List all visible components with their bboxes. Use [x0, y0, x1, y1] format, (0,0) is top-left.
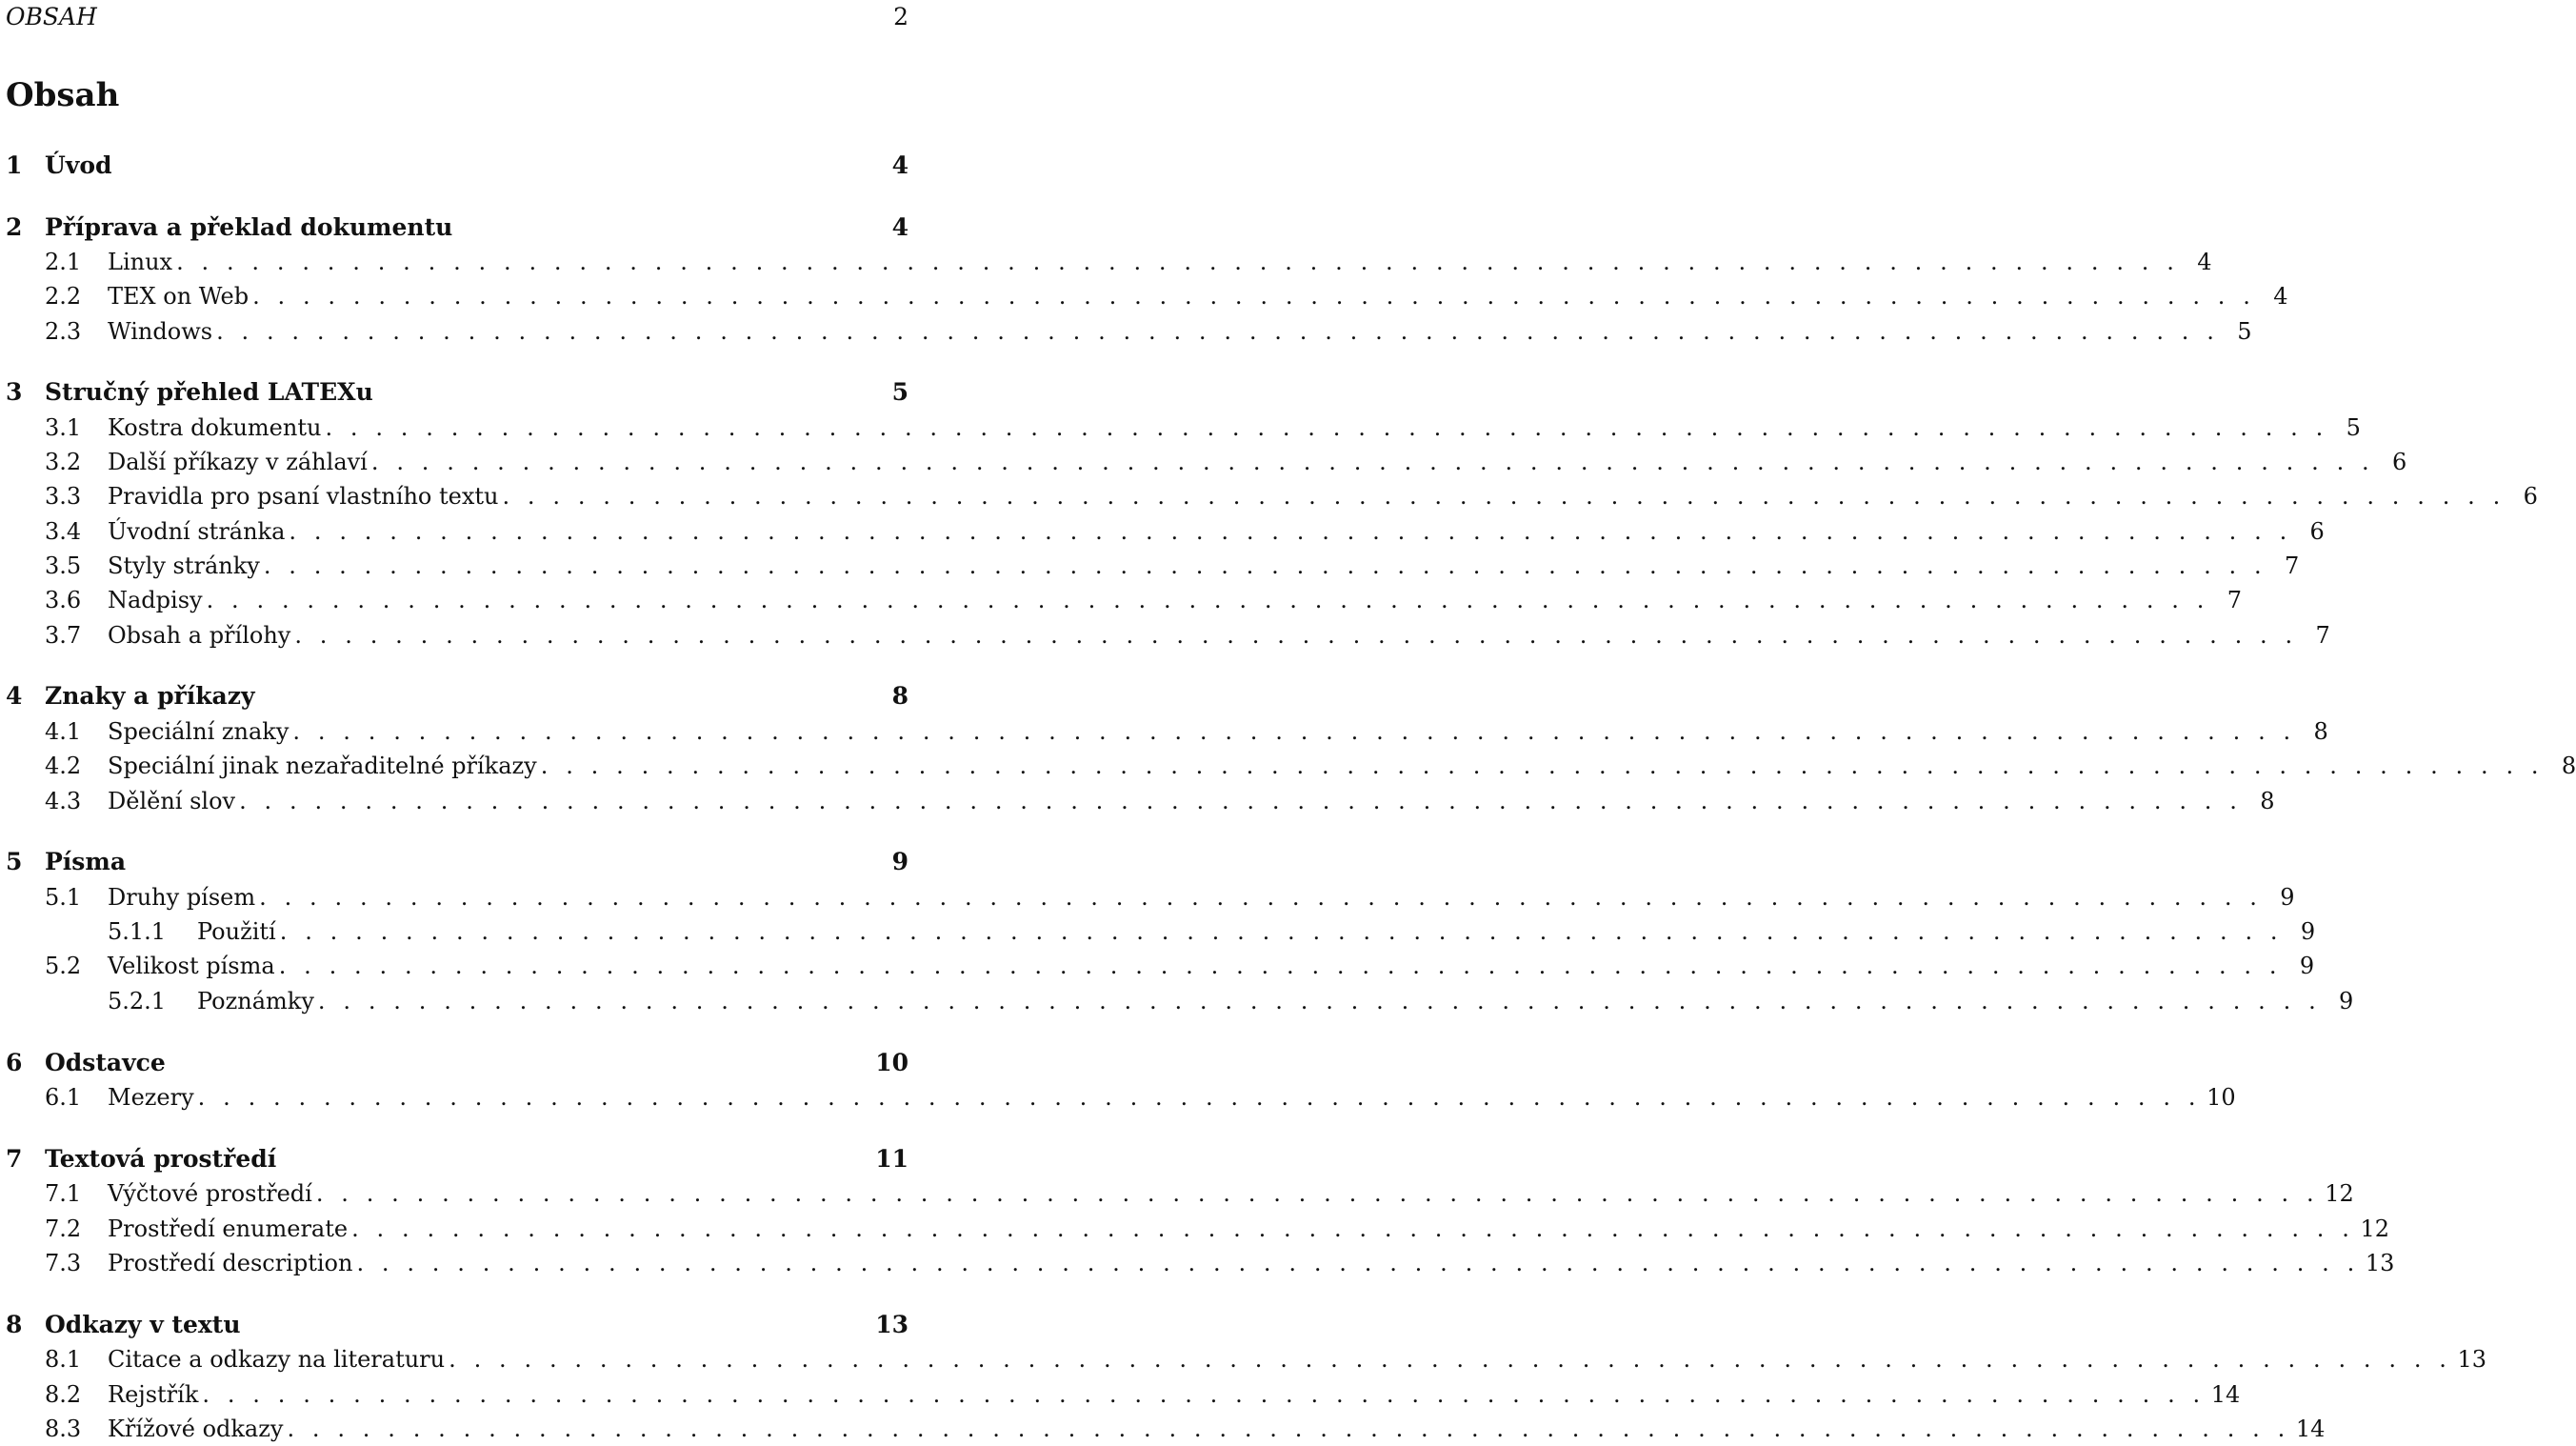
toc-subsection[interactable] — [6, 1377, 2241, 1412]
toc-entry-number: 5.1 — [45, 883, 82, 911]
toc-entry-number: 3.4 — [45, 517, 82, 545]
toc-dot-leader: . . . . . . . . . . . . . . . . . . . . . . . . . . . . . . . . . . . . . . . . . . . . . . . . . . . . . . . . . . . . . . . . . . . . . . . . . . . . . . . . — [176, 249, 2180, 275]
toc-dot-leader: . . . . . . . . . . . . . . . . . . . . . . . . . . . . . . . . . . . . . . . . . . . . . . . . . . . . . . . . . . . . . . . . . . . . . . . . . . . . . . . . — [540, 753, 2545, 780]
toc-entry-page: 14 — [2295, 1415, 2326, 1442]
running-header-title: OBSAH — [6, 2, 97, 30]
toc-section-title: Textová prostředí — [45, 1144, 277, 1173]
toc-subsection[interactable] — [6, 714, 2328, 749]
toc-entry-page: 8 — [2260, 787, 2275, 814]
toc-entry-title: Mezery — [108, 1084, 194, 1112]
toc-entry-number: 2.2 — [45, 283, 82, 311]
toc-section-number: 8 — [6, 1310, 23, 1338]
toc-section-title: Příprava a překlad dokumentu — [45, 212, 453, 241]
toc-dot-leader: . . . . . . . . . . . . . . . . . . . . . . . . . . . . . . . . . . . . . . . . . . . . . . . . . . . . . . . . . . . . . . . . . . . . . . . . . . . . . . . . — [294, 621, 2298, 649]
toc-section[interactable] — [6, 1140, 909, 1176]
toc-entry-page: 9 — [2280, 883, 2295, 911]
toc-entry-title: Výčtové prostředí — [108, 1180, 312, 1208]
toc-section-title: Písma — [45, 848, 127, 876]
toc-subsection[interactable] — [6, 314, 2252, 349]
toc-entry-title: Obsah a přílohy — [108, 621, 291, 649]
toc-section[interactable] — [6, 1306, 909, 1342]
toc-entry-page: 7 — [2315, 621, 2330, 649]
toc-entry-page: 13 — [2365, 1249, 2395, 1276]
toc-dot-leader: . . . . . . . . . . . . . . . . . . . . . . . . . . . . . . . . . . . . . . . . . . . . . . . . . . . . . . . . . . . . . . . . . . . . . . . . . . . . . . . . — [216, 317, 2220, 345]
toc-section-number: 1 — [6, 151, 23, 179]
toc-dot-leader: . . . . . . . . . . . . . . . . . . . . . . . . . . . . . . . . . . . . . . . . . . . . . . . . . . . . . . . . . . . . . . . . . . . . . . . . . . . . . . . . — [370, 449, 2375, 476]
toc-subsection[interactable] — [6, 1342, 2487, 1376]
running-header-page-number: 2 — [893, 2, 909, 30]
toc-entry-page: 7 — [2227, 587, 2242, 614]
toc-entry-number: 3.5 — [45, 552, 82, 580]
toc-section-page: 11 — [875, 1144, 909, 1173]
toc-entry-page: 8 — [2561, 753, 2576, 780]
toc-subsection[interactable] — [6, 1176, 2354, 1211]
toc-dot-leader: . . . . . . . . . . . . . . . . . . . . . . . . . . . . . . . . . . . . . . . . . . . . . . . . . . . . . . . . . . . . . . . . . . . . . . . . . . . . . . . . — [287, 1415, 2290, 1442]
toc-entry-page: 9 — [2299, 953, 2315, 980]
toc-section[interactable] — [6, 147, 909, 183]
toc-section-page: 4 — [891, 151, 909, 179]
table-of-contents — [6, 147, 2576, 1446]
toc-entry-page: 12 — [2325, 1180, 2354, 1208]
toc-dot-leader: . . . . . . . . . . . . . . . . . . . . . . . . . . . . . . . . . . . . . . . . . . . . . . . . . . . . . . . . . . . . . . . . . . . . . . . . . . . . . . . . — [325, 413, 2328, 441]
toc-dot-leader: . . . . . . . . . . . . . . . . . . . . . . . . . . . . . . . . . . . . . . . . . . . . . . . . . . . . . . . . . . . . . . . . . . . . . . . . . . . . . . . . — [279, 918, 2284, 946]
toc-entry-page: 10 — [2207, 1084, 2236, 1112]
toc-section-number: 6 — [6, 1048, 23, 1076]
toc-dot-leader: . . . . . . . . . . . . . . . . . . . . . . . . . . . . . . . . . . . . . . . . . . . . . . . . . . . . . . . . . . . . . . . . . . . . . . . . . . . . . . . . — [197, 1084, 2202, 1112]
toc-subsection[interactable] — [6, 514, 2325, 549]
toc-entry-title: Použití — [197, 918, 276, 946]
toc-entry-number: 2.3 — [45, 317, 82, 345]
toc-subsection[interactable] — [6, 1080, 2236, 1115]
toc-subsection[interactable] — [6, 279, 2288, 313]
toc-dot-leader: . . . . . . . . . . . . . . . . . . . . . . . . . . . . . . . . . . . . . . . . . . . . . . . . . . . . . . . . . . . . . . . . . . . . . . . . . . . . . . . . — [202, 1380, 2206, 1408]
toc-entry-page: 9 — [2300, 918, 2316, 946]
toc-section-title: Úvod — [45, 151, 112, 179]
toc-entry-page: 7 — [2284, 552, 2300, 580]
toc-entry-title: Druhy písem — [108, 883, 256, 911]
toc-dot-leader: . . . . . . . . . . . . . . . . . . . . . . . . . . . . . . . . . . . . . . . . . . . . . . . . . . . . . . . . . . . . . . . . . . . . . . . . . . . . . . . . — [263, 552, 2267, 580]
toc-dot-leader: . . . . . . . . . . . . . . . . . . . . . . . . . . . . . . . . . . . . . . . . . . . . . . . . . . . . . . . . . . . . . . . . . . . . . . . . . . . . . . . . — [449, 1346, 2452, 1374]
toc-entry-page: 4 — [2273, 283, 2288, 311]
toc-subsection[interactable] — [6, 583, 2242, 617]
toc-dot-leader: . . . . . . . . . . . . . . . . . . . . . . . . . . . . . . . . . . . . . . . . . . . . . . . . . . . . . . . . . . . . . . . . . . . . . . . . . . . . . . . . — [317, 987, 2322, 1014]
toc-entry-number: 7.3 — [45, 1249, 82, 1276]
toc-entry-number: 4.2 — [45, 753, 82, 780]
toc-entry-page: 6 — [2523, 483, 2538, 511]
toc-section-page: 5 — [891, 378, 909, 407]
toc-entry-page: 13 — [2457, 1346, 2487, 1374]
toc-entry-number: 3.3 — [45, 483, 82, 511]
toc-section[interactable] — [6, 678, 909, 714]
toc-section-title: Odstavce — [45, 1048, 166, 1076]
toc-subsection[interactable] — [6, 411, 2361, 445]
toc-section-page: 4 — [891, 212, 909, 241]
toc-section-title: Odkazy v textu — [45, 1310, 241, 1338]
toc-entry-page: 6 — [2309, 517, 2325, 545]
toc-entry-title: Speciální znaky — [108, 717, 290, 745]
toc-entry-title: Křížové odkazy — [108, 1415, 284, 1442]
toc-section[interactable] — [6, 374, 909, 411]
toc-entry-title: Prostředí enumerate — [108, 1215, 349, 1242]
toc-section-number: 4 — [6, 682, 23, 711]
toc-entry-title: Speciální jinak nezařaditelné příkazy — [108, 753, 537, 780]
toc-entry-number: 4.1 — [45, 717, 82, 745]
toc-entry-page: 9 — [2339, 987, 2354, 1014]
toc-subsection[interactable] — [6, 445, 2407, 479]
toc-entry-title: Kostra dokumentu — [108, 413, 322, 441]
toc-entry-title: Rejstřík — [108, 1380, 199, 1408]
toc-entry-number: 8.2 — [45, 1380, 82, 1408]
toc-dot-leader: . . . . . . . . . . . . . . . . . . . . . . . . . . . . . . . . . . . . . . . . . . . . . . . . . . . . . . . . . . . . . . . . . . . . . . . . . . . . . . . . — [278, 953, 2283, 980]
toc-entry-number: 3.2 — [45, 449, 82, 476]
toc-section[interactable] — [6, 209, 909, 245]
toc-section-number: 5 — [6, 848, 23, 876]
toc-subsection[interactable] — [6, 1246, 2395, 1280]
toc-subsubsection[interactable] — [6, 984, 2354, 1018]
toc-entry-title: Další příkazy v záhlaví — [108, 449, 368, 476]
toc-section-page: 9 — [891, 848, 909, 876]
toc-entry-title: Nadpisy — [108, 587, 203, 614]
toc-subsection[interactable] — [6, 618, 2330, 653]
toc-subsection[interactable] — [6, 479, 2538, 513]
toc-entry-title: TEX on Web — [108, 283, 250, 311]
toc-section-number: 3 — [6, 378, 23, 407]
toc-subsection[interactable] — [6, 1212, 2390, 1246]
toc-subsection[interactable] — [6, 880, 2295, 914]
toc-entry-number: 5.2 — [45, 953, 82, 980]
toc-entry-page: 5 — [2237, 317, 2252, 345]
toc-subsection[interactable] — [6, 549, 2300, 583]
toc-dot-leader: . . . . . . . . . . . . . . . . . . . . . . . . . . . . . . . . . . . . . . . . . . . . . . . . . . . . . . . . . . . . . . . . . . . . . . . . . . . . . . . . — [356, 1249, 2360, 1276]
toc-entry-number: 6.1 — [45, 1084, 82, 1112]
toc-section-number: 7 — [6, 1144, 23, 1173]
toc-dot-leader: . . . . . . . . . . . . . . . . . . . . . . . . . . . . . . . . . . . . . . . . . . . . . . . . . . . . . . . . . . . . . . . . . . . . . . . . . . . . . . . . — [252, 283, 2256, 311]
toc-title: Obsah — [6, 76, 120, 114]
toc-section[interactable] — [6, 1044, 909, 1080]
toc-dot-leader: . . . . . . . . . . . . . . . . . . . . . . . . . . . . . . . . . . . . . . . . . . . . . . . . . . . . . . . . . . . . . . . . . . . . . . . . . . . . . . . . — [502, 483, 2506, 511]
toc-dot-leader: . . . . . . . . . . . . . . . . . . . . . . . . . . . . . . . . . . . . . . . . . . . . . . . . . . . . . . . . . . . . . . . . . . . . . . . . . . . . . . . . — [239, 787, 2243, 814]
toc-subsection[interactable] — [6, 949, 2315, 983]
toc-entry-title: Citace a odkazy na literaturu — [108, 1346, 446, 1374]
toc-entry-title: Poznámky — [197, 987, 314, 1014]
toc-dot-leader: . . . . . . . . . . . . . . . . . . . . . . . . . . . . . . . . . . . . . . . . . . . . . . . . . . . . . . . . . . . . . . . . . . . . . . . . . . . . . . . . — [315, 1180, 2320, 1208]
toc-entry-page: 14 — [2210, 1380, 2241, 1408]
toc-section[interactable] — [6, 844, 909, 880]
toc-subsection[interactable] — [6, 784, 2275, 818]
toc-entry-page: 5 — [2346, 413, 2361, 441]
toc-entry-number: 7.1 — [45, 1180, 82, 1208]
toc-section-title: Stručný přehled LATEXu — [45, 378, 373, 407]
toc-section-page: 10 — [875, 1048, 909, 1076]
toc-section-title: Znaky a příkazy — [45, 682, 255, 711]
toc-subsection[interactable] — [6, 245, 2212, 279]
toc-entry-number: 7.2 — [45, 1215, 82, 1242]
toc-entry-number: 8.1 — [45, 1346, 82, 1374]
toc-section-page: 13 — [875, 1310, 909, 1338]
toc-entry-page: 4 — [2197, 249, 2212, 275]
toc-entry-page: 6 — [2391, 449, 2407, 476]
toc-dot-leader: . . . . . . . . . . . . . . . . . . . . . . . . . . . . . . . . . . . . . . . . . . . . . . . . . . . . . . . . . . . . . . . . . . . . . . . . . . . . . . . . — [206, 587, 2209, 614]
toc-entry-title: Úvodní stránka — [108, 517, 286, 545]
toc-entry-title: Linux — [108, 249, 173, 275]
toc-entry-title: Styly stránky — [108, 552, 260, 580]
toc-entry-title: Windows — [108, 317, 213, 345]
toc-entry-number: 3.7 — [45, 621, 82, 649]
toc-subsubsection[interactable] — [6, 914, 2316, 949]
toc-dot-leader: . . . . . . . . . . . . . . . . . . . . . . . . . . . . . . . . . . . . . . . . . . . . . . . . . . . . . . . . . . . . . . . . . . . . . . . . . . . . . . . . — [289, 517, 2292, 545]
toc-entry-page: 8 — [2313, 717, 2328, 745]
toc-entry-title: Dělění slov — [108, 787, 236, 814]
toc-entry-title: Pravidla pro psaní vlastního textu — [108, 483, 499, 511]
toc-subsection[interactable] — [6, 749, 2576, 783]
toc-dot-leader: . . . . . . . . . . . . . . . . . . . . . . . . . . . . . . . . . . . . . . . . . . . . . . . . . . . . . . . . . . . . . . . . . . . . . . . . . . . . . . . . — [259, 883, 2263, 911]
toc-section-number: 2 — [6, 212, 23, 241]
toc-entry-number: 4.3 — [45, 787, 82, 814]
toc-section-page: 8 — [891, 682, 909, 711]
toc-entry-title: Prostředí description — [108, 1249, 353, 1276]
toc-entry-number: 8.3 — [45, 1415, 82, 1442]
toc-entry-number: 3.6 — [45, 587, 82, 614]
toc-entry-number: 5.1.1 — [108, 918, 167, 946]
toc-dot-leader: . . . . . . . . . . . . . . . . . . . . . . . . . . . . . . . . . . . . . . . . . . . . . . . . . . . . . . . . . . . . . . . . . . . . . . . . . . . . . . . . — [351, 1215, 2355, 1242]
toc-entry-number: 3.1 — [45, 413, 82, 441]
toc-dot-leader: . . . . . . . . . . . . . . . . . . . . . . . . . . . . . . . . . . . . . . . . . . . . . . . . . . . . . . . . . . . . . . . . . . . . . . . . . . . . . . . . — [292, 717, 2296, 745]
toc-subsection[interactable] — [6, 1412, 2326, 1446]
toc-entry-page: 12 — [2360, 1215, 2390, 1242]
toc-entry-title: Velikost písma — [108, 953, 275, 980]
toc-entry-number: 5.2.1 — [108, 987, 167, 1014]
running-header — [6, 0, 909, 32]
toc-entry-number: 2.1 — [45, 249, 82, 275]
